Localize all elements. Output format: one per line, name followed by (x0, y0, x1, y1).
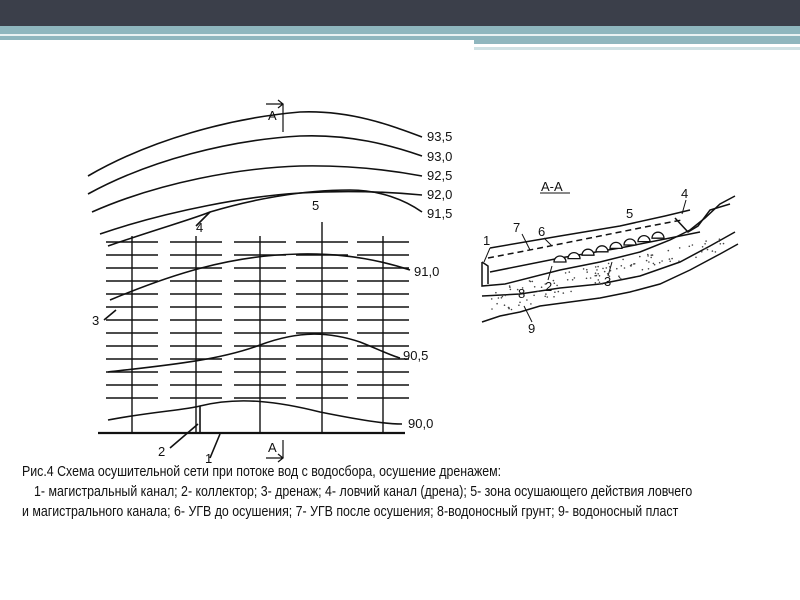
section-label-7: 7 (513, 220, 521, 235)
soil-dot (661, 260, 663, 262)
soil-dot (598, 279, 600, 281)
soil-dot (530, 303, 532, 305)
label-drains: 3 (92, 313, 100, 328)
soil-dot (563, 292, 565, 294)
label-main-canal: 1 (205, 451, 213, 466)
caption-title: Рис.4 Схема осушительной сети при потоке вод с водосбора, осушение дренажем: (22, 464, 502, 480)
soil-dot (526, 299, 528, 301)
soil-dot (707, 249, 709, 251)
soil-dot (621, 265, 623, 267)
soil-dot (606, 267, 608, 269)
drain-pipe (652, 232, 664, 238)
contour-label-93-5: 93,5 (427, 129, 453, 144)
soil-dot (648, 261, 650, 263)
soil-dot (508, 307, 510, 309)
soil-dot (547, 296, 549, 298)
label-collector: 2 (158, 444, 166, 459)
soil-dot (609, 266, 611, 268)
soil-dot (599, 275, 601, 277)
contour-label-90-0: 90,0 (408, 416, 434, 431)
soil-dot (610, 270, 612, 272)
soil-dot (669, 258, 671, 260)
soil-dot (570, 291, 572, 293)
soil-dot (633, 263, 635, 265)
soil-dot (596, 269, 598, 271)
soil-dot (491, 298, 493, 300)
contour-label-92-0: 92,0 (427, 187, 453, 202)
soil-dot (498, 297, 500, 299)
soil-dot (558, 291, 560, 293)
soil-dot (642, 269, 644, 271)
soil-dot (496, 303, 498, 305)
soil-dot (647, 254, 649, 256)
leader-s6 (544, 238, 552, 246)
soil-dot (586, 271, 588, 273)
soil-dot (619, 277, 621, 279)
drain-pipe (638, 236, 650, 242)
soil-dot (599, 282, 601, 284)
soil-dot (712, 250, 714, 252)
section-label-9: 9 (528, 321, 536, 336)
section-label-2: 2 (545, 279, 553, 294)
soil-dot (701, 251, 703, 253)
soil-dot (602, 268, 604, 270)
soil-dot (650, 257, 652, 259)
leader-s1 (484, 248, 490, 262)
soil-dot (594, 275, 596, 277)
soil-dot (590, 277, 592, 279)
soil-dot (569, 271, 571, 273)
soil-dot (654, 264, 656, 266)
soil-dot (509, 286, 511, 288)
soil-dot (533, 295, 535, 297)
soil-dot (529, 280, 531, 282)
soil-dot (595, 266, 597, 268)
main-canal-profile (482, 262, 488, 284)
section-label-4: 4 (681, 186, 689, 201)
soil-dot (669, 261, 671, 263)
label-intercept-canal: 4 (196, 220, 204, 235)
contour-label-91-5: 91,5 (427, 206, 453, 221)
soil-dot (553, 296, 555, 298)
soil-dot (534, 286, 536, 288)
soil-dot (502, 296, 504, 298)
soil-dot (583, 268, 585, 270)
caption-legend-2: и магистрального канала; 6- УГВ до осушения; 7- УГВ после осушения; 8-водоносный грунт; 9- водоносный пласт (22, 504, 679, 520)
soil-dot (599, 283, 601, 285)
soil-dot (646, 260, 648, 262)
section-label-8: 8 (518, 286, 526, 301)
section-label-6: 6 (538, 224, 546, 239)
soil-dot (504, 304, 506, 306)
soil-dot (491, 308, 493, 310)
drain-pipe (568, 253, 580, 259)
section-marker-bottom: A (268, 440, 277, 455)
drain-pipe (596, 246, 608, 252)
soil-dot (595, 282, 597, 284)
soil-dot (572, 279, 574, 281)
soil-dot (652, 254, 654, 256)
drain-pipe (610, 242, 622, 248)
soil-dot (678, 260, 680, 262)
caption-legend-1: 1- магистральный канал; 2- коллектор; 3- дренаж; 4- ловчий канал (дрена); 5- зона осушающего действия ловчего (34, 484, 693, 500)
contour-label-91-0: 91,0 (414, 264, 440, 279)
soil-dot (679, 247, 681, 249)
drain-pipes (554, 232, 664, 262)
soil-dot (574, 277, 576, 279)
soil-dot (586, 278, 588, 280)
soil-dot (553, 280, 555, 282)
soil-dot (668, 250, 670, 252)
soil-dot (495, 292, 497, 294)
drain-pipe (582, 249, 594, 255)
label-drain-zone: 5 (312, 198, 320, 213)
soil-dot (648, 268, 650, 270)
soil-dot (659, 262, 661, 264)
soil-dot (556, 285, 558, 287)
figure-caption (22, 462, 693, 522)
soil-dot (720, 243, 722, 245)
soil-dot (692, 244, 694, 246)
soil-dot (518, 304, 520, 306)
soil-dot (695, 257, 697, 259)
soil-dot (608, 263, 610, 265)
drain-pipe (554, 256, 566, 262)
soil-dot (586, 269, 588, 271)
section-label-5: 5 (626, 206, 634, 221)
soil-dot (622, 259, 624, 261)
section-title: А-А (541, 179, 563, 194)
soil-dot (519, 302, 521, 304)
contour-label-90-5: 90,5 (403, 348, 429, 363)
soil-dot (565, 272, 567, 274)
soil-dot (604, 271, 606, 273)
soil-dot (715, 251, 717, 253)
section-label-3: 3 (604, 274, 612, 289)
soil-dot (554, 291, 556, 293)
soil-dot (505, 295, 507, 297)
soil-dot (704, 243, 706, 245)
soil-dot (653, 263, 655, 265)
soil-dot (723, 243, 725, 245)
contour-label-92-5: 92,5 (427, 168, 453, 183)
soil-dot (597, 273, 599, 275)
soil-dot (595, 272, 597, 274)
soil-dot (702, 246, 704, 248)
soil-dot (704, 248, 706, 250)
soil-dot (705, 240, 707, 242)
soil-dot (671, 258, 673, 260)
soil-dot (597, 266, 599, 268)
soil-dot (511, 309, 513, 311)
section-label-1: 1 (483, 233, 491, 248)
soil-dot (647, 255, 649, 257)
soil-dot (567, 279, 569, 281)
soil-dot (639, 256, 641, 258)
soil-dot (620, 278, 622, 280)
soil-dot (510, 289, 512, 291)
soil-dot (630, 265, 632, 267)
soil-dot (718, 240, 720, 242)
soil-dot (601, 283, 603, 285)
soil-dot (624, 267, 626, 269)
section-marker-top: A (268, 108, 277, 123)
soil-dot (537, 290, 539, 292)
soil-dot (719, 238, 721, 240)
contour-label-93-0: 93,0 (427, 149, 453, 164)
drain-pipe (624, 239, 636, 245)
soil-dot (532, 281, 534, 283)
soil-dot (544, 296, 546, 298)
soil-dot (689, 246, 691, 248)
soil-dot (541, 286, 543, 288)
soil-dot (616, 268, 618, 270)
soil-dot (501, 297, 503, 299)
soil-dot (554, 282, 556, 284)
